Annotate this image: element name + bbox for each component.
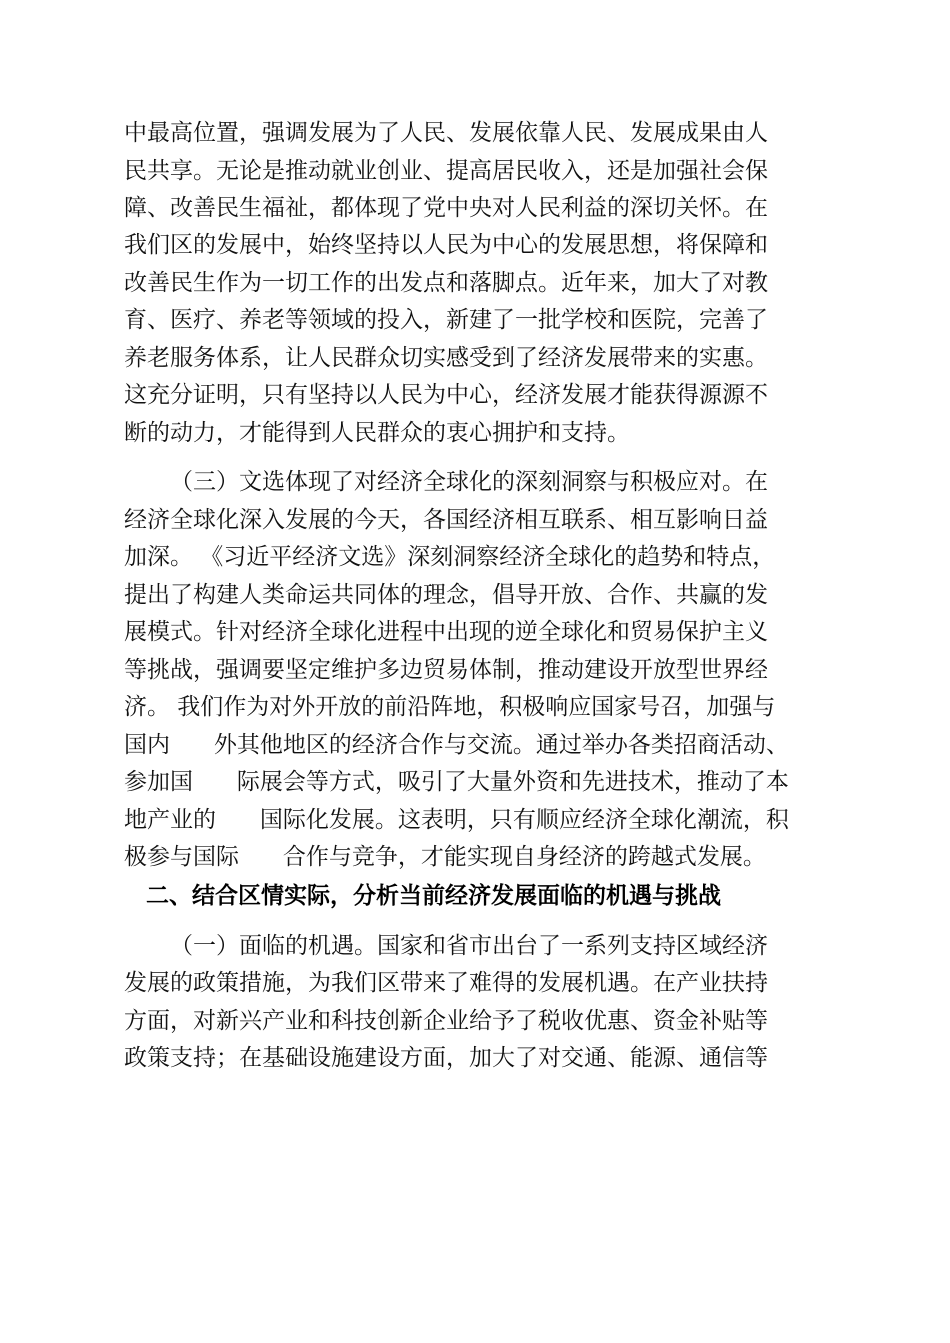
text-line: 断的动力，才能得到人民群众的衷心拥护和支持。 [124, 420, 630, 446]
section-3-first-line: （三）文选体现了对经济全球化的深刻洞察与积极应对。在 [170, 469, 768, 495]
text-line: 地产业的 国际化发展。这表明，只有顺应经济全球化潮流，积 [124, 807, 789, 833]
text-line: 展模式。针对经济全球化进程中出现的逆全球化和贸易保护主义 [124, 619, 768, 645]
text-line: 提出了构建人类命运共同体的理念，倡导开放、合作、共赢的发 [124, 582, 768, 608]
text-line: 经济全球化深入发展的今天，各国经济相互联系、相互影响日益 [124, 507, 768, 533]
text-line: 民共享。无论是推动就业创业、提高居民收入，还是加强社会保 [124, 158, 768, 184]
text-line: 育、医疗、养老等领域的投入，新建了一批学校和医院，完善了 [124, 307, 768, 333]
text-line: 济。 我们作为对外开放的前沿阵地，积极响应国家号召，加强与 [124, 694, 776, 720]
text-line: 加深。 《习近平经济文选》深刻洞察经济全球化的趋势和特点， [124, 544, 776, 570]
text-line: 障、改善民生福祉，都体现了党中央对人民利益的深切关怀。在 [124, 195, 768, 221]
text-line: 改善民生作为一切工作的出发点和落脚点。近年来，加大了对教 [124, 270, 768, 296]
text-line: 参加国 际展会等方式，吸引了大量外资和先进技术，推动了本 [124, 769, 789, 795]
text-line: 这充分证明，只有坚持以人民为中心，经济发展才能获得源源不 [124, 382, 768, 408]
text-line: 极参与国际 合作与竞争，才能实现自身经济的跨越式发展。 [124, 844, 766, 870]
text-line: 方面，对新兴产业和科技创新企业给予了税收优惠、资金补贴等 [124, 1008, 768, 1034]
text-line: 中最高位置，强调发展为了人民、发展依靠人民、发展成果由人 [124, 120, 768, 146]
section-heading: 二、结合区情实际，分析当前经济发展面临的机遇与挑战 [146, 883, 721, 909]
text-line: 发展的政策措施，为我们区带来了难得的发展机遇。在产业扶持 [124, 970, 768, 996]
text-line: 等挑战，强调要坚定维护多边贸易体制，推动建设开放型世界经 [124, 657, 768, 683]
text-line: 养老服务体系，让人民群众切实感受到了经济发展带来的实惠。 [124, 345, 768, 371]
text-line: 国内 外其他地区的经济合作与交流。通过举办各类招商活动、 [124, 732, 789, 758]
section-1-first-line: （一）面临的机遇。国家和省市出台了一系列支持区域经济 [170, 933, 768, 959]
text-line: 政策支持；在基础设施建设方面，加大了对交通、能源、通信等 [124, 1045, 768, 1071]
text-line: 我们区的发展中，始终坚持以人民为中心的发展思想，将保障和 [124, 232, 768, 258]
